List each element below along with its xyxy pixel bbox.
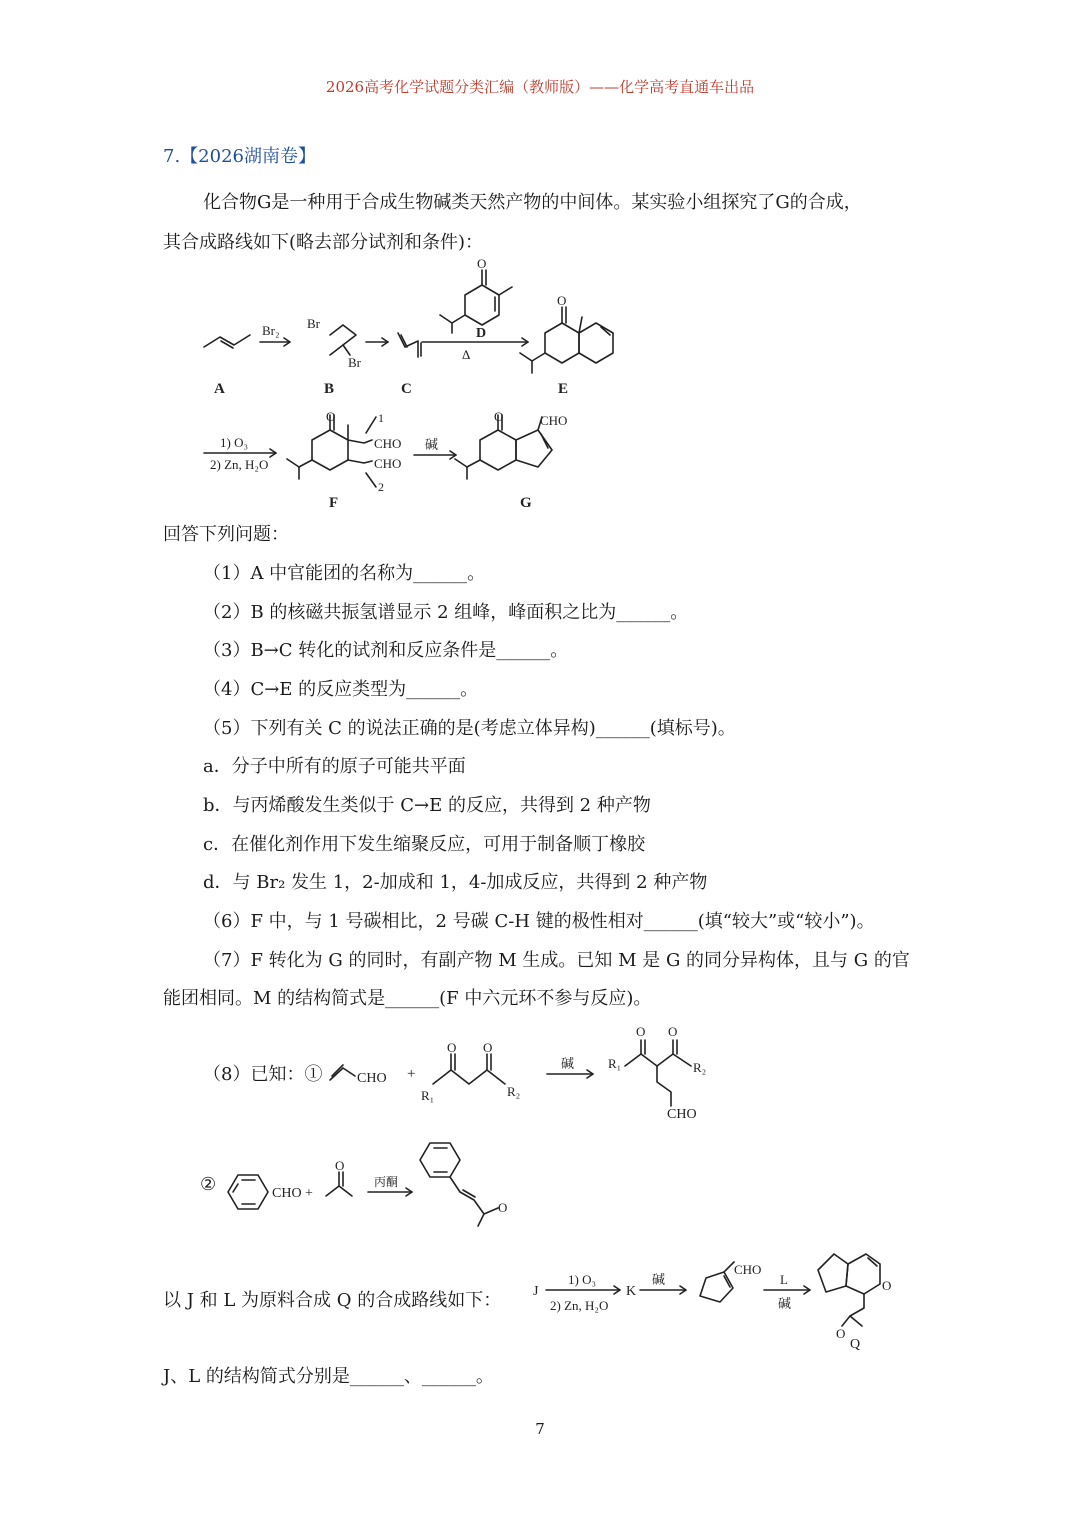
label-b: B (324, 381, 335, 397)
michael-product (625, 1054, 691, 1066)
option-a: a．分子中所有的原子可能共平面 (203, 756, 466, 777)
product-cho: CHO (667, 1107, 697, 1122)
product-oxygen-2: O (668, 1024, 678, 1039)
reagent-br2: Br₂ (262, 323, 280, 338)
d-oxygen: O (477, 256, 487, 271)
question-6: （6）F 中，与 1 号碳相比，2 号碳 C-H 键的极性相对______(填“较大”或“较小”)。 (203, 911, 875, 932)
route-ozone-2: 2) Zn, H₂O (550, 1298, 609, 1313)
question-2: （2）B 的核磁共振氢谱显示 2 组峰，峰面积之比为______。 (203, 602, 689, 623)
cyclopentene-aldehyde (700, 1272, 733, 1302)
benzaldehyde-cho: CHO + (272, 1186, 313, 1201)
diketone-oxygen-2: O (483, 1040, 493, 1055)
molecule-b (330, 325, 356, 355)
route-ozone-1: 1) O₃ (568, 1272, 596, 1287)
base-reagent: 碱 (425, 437, 439, 452)
ozone-step-2: 2) Zn, H₂O (210, 457, 269, 472)
label-c: C (401, 381, 412, 397)
item-2-label: ② (200, 1174, 217, 1194)
label-e: E (558, 381, 569, 397)
question-3: （3）B→C 转化的试剂和反应条件是______。 (203, 640, 569, 661)
diketone-oxygen-1: O (447, 1040, 457, 1055)
product-r1: R₁ (608, 1056, 622, 1071)
product-r2: R₂ (693, 1060, 707, 1075)
product-oxygen-1: O (636, 1024, 646, 1039)
e-oxygen: O (557, 293, 567, 308)
acetone-solvent: 丙酮 (374, 1175, 399, 1189)
route-cho: CHO (734, 1262, 762, 1277)
acetone-oxygen: O (335, 1158, 345, 1173)
molecule-d (465, 285, 499, 325)
option-b: b．与丙烯酸发生类似于 C→E 的反应，共得到 2 种产物 (203, 795, 651, 816)
route-base-2: 碱 (778, 1296, 792, 1311)
known-reaction-2 (198, 1140, 528, 1230)
route-base-1: 碱 (652, 1272, 666, 1287)
q-ketone-oxygen: O (882, 1278, 892, 1293)
question-7-line-2: 能团相同。M 的结构简式是______(F 中六元环不参与反应)。 (163, 988, 652, 1009)
molecule-g (480, 430, 516, 470)
page-number: 7 (535, 1420, 545, 1438)
question-5: （5）下列有关 C 的说法正确的是(考虑立体异构)______(填标号)。 (203, 718, 736, 739)
question-4: （4）C→E 的反应类型为______。 (203, 679, 479, 700)
label-f: F (329, 495, 339, 511)
page-header: 2026高考化学试题分类汇编（教师版）——化学高考直通车出品 (325, 78, 755, 96)
product-oxygen: O (498, 1200, 508, 1215)
f-cho-2: CHO (374, 456, 402, 471)
f-cho-1: CHO (374, 436, 402, 451)
carbon-label-2: 2 (378, 480, 384, 494)
known-reaction-1 (325, 1018, 725, 1128)
label-d: D (476, 326, 487, 341)
option-d: d．与 Br₂ 发生 1，2-加成和 1，4-加成反应，共得到 2 种产物 (203, 872, 708, 893)
b-bromine-2: Br (348, 355, 361, 370)
label-a: A (214, 381, 225, 397)
question-1: （1）A 中官能团的名称为______。 (203, 563, 486, 584)
route-scheme (528, 1240, 908, 1350)
heat-symbol: Δ (462, 347, 471, 362)
route-k: K (626, 1284, 637, 1299)
f-oxygen: O (326, 409, 336, 424)
q-acetyl-oxygen: O (836, 1326, 846, 1341)
diketone-structure (433, 1070, 505, 1084)
g-cho: CHO (540, 413, 568, 428)
ozone-step-1: 1) O₃ (220, 435, 248, 450)
route-j: J (533, 1284, 539, 1299)
option-c: c．在催化剂作用下发生缩聚反应，可用于制备顺丁橡胶 (203, 834, 646, 855)
base-reagent-known: 碱 (561, 1056, 575, 1071)
acetone-structure (326, 1186, 352, 1196)
final-question: J、L 的结构简式分别是______、______。 (163, 1366, 494, 1387)
carbon-label-1: 1 (378, 411, 384, 425)
product-q (818, 1254, 848, 1292)
answer-prompt: 回答下列问题： (163, 524, 289, 545)
b-bromine-1: Br (307, 316, 320, 331)
label-g: G (520, 495, 532, 511)
route-l: L (780, 1272, 788, 1287)
acrolein-cho: CHO (357, 1071, 387, 1086)
molecule-f (312, 430, 348, 470)
question-7-line-1: （7）F 转化为 G 的同时，有副产物 M 生成。已知 M 是 G 的同分异构体，且与 G 的官 (203, 950, 910, 971)
molecule-e (545, 323, 579, 363)
intro-line-1: 化合物G是一种用于合成生物碱类天然产物的中间体。某实验小组探究了G的合成， (203, 192, 862, 213)
route-intro: 以 J 和 L 为原料合成 Q 的合成路线如下： (163, 1290, 502, 1311)
r2-group: R₂ (507, 1084, 521, 1099)
r1-group: R₁ (421, 1088, 435, 1103)
question-8-label: （8）已知：① (203, 1064, 323, 1085)
g-oxygen: O (494, 409, 504, 424)
intro-line-2: 其合成路线如下(略去部分试剂和条件)： (163, 232, 484, 253)
synthesis-scheme (190, 255, 890, 520)
route-q: Q (850, 1337, 861, 1350)
question-number: 7.【2026湖南卷】 (163, 146, 316, 167)
plus-sign: + (407, 1066, 416, 1082)
